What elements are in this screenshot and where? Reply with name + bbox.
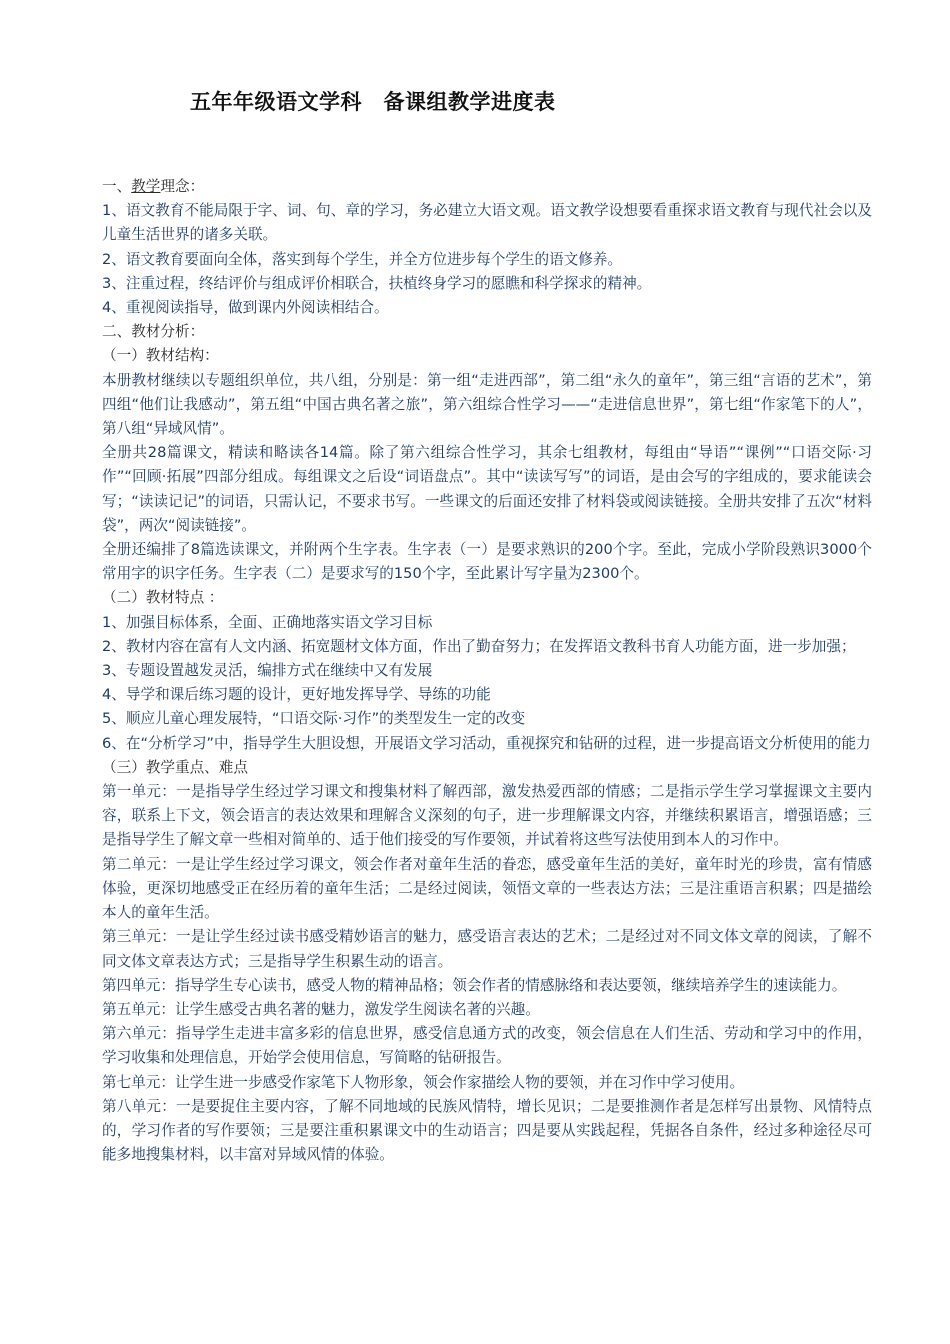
- structure-paragraph: 全册共28篇课文，精读和略读各14篇。除了第六组综合性学习，其余七组教材，每组由“导语”“课例”“口语交际·习作”“回顾·拓展”四部分组成。每组课文之后设“词语盘点”。其中“读读写写”的词语，是由会写的字组成的，要求能读会写；“读读记记”的词语，只需认记，不要求书写。一些课文的后面还安排了材料袋或阅读链接。全册共安排了五次“材料袋”，两次“阅读链接”。: [102, 444, 872, 534]
- page-title: 五年年级语文学科 备课组教学进度表: [190, 90, 556, 114]
- unit-paragraph: 第八单元：一是要捉住主要内容，了解不同地域的民族风情特，增长见识；二是要推测作者是怎样写出景物、风情特点的，学习作者的写作要领；三是要注重积累课文中的生动语言；四是要从实践起程，凭据各自条件，经过多种途径尽可能多地搜集材料，以丰富对异域风情的体验。: [102, 1097, 872, 1164]
- feature-item: 6、在“分析学习”中，指导学生大胆设想，开展语文学习活动，重视探究和钻研的过程，进一步提高语文分析使用的能力: [102, 734, 871, 752]
- structure-paragraph: 本册教材继续以专题组织单位，共八组，分别是：第一组“走进西部”，第二组“永久的童年”，第三组“言语的艺术”，第四组“他们让我感动”，第五组“中国古典名著之旅”，第六组综合性学习——“走进信息世界”，第七组“作家笔下的人”，第八组“异域风情”。: [102, 371, 872, 438]
- feature-item: 5、顺应儿童心理发展特，“口语交际·习作”的类型发生一定的改变: [102, 710, 526, 728]
- unit-paragraph: 第一单元：一是指导学生经过学习课文和搜集材料了解西部，激发热爱西部的情感；二是指示学生学习掌握课文主要内容，联系上下文，领会语言的表达效果和理解含义深刻的句子，进一步理解课文内容，并继续积累语言，增强语感；三是指导学生了解文章一些相对简单的、适于他们接受的写作要领，并试着将这些写法使用到本人的习作中。: [102, 783, 872, 849]
- feature-item: 4、导学和课后练习题的设计，更好地发挥导学、导练的功能: [102, 686, 491, 704]
- subheading-structure: （一）教材结构：: [102, 347, 219, 365]
- unit-paragraph: 第四单元：指导学生专心读书，感受人物的精神品格；领会作者的情感脉络和表达要领，继续培养学生的速读能力。: [102, 976, 847, 994]
- subheading-features: （二）教材特点 ：: [102, 589, 224, 607]
- philosophy-item: 4、重视阅读指导，做到课内外阅读相结合。: [102, 299, 389, 317]
- philosophy-item: 2、语文教育要面向全体，落实到每个学生，并全方位进步每个学生的语文修养。: [102, 250, 623, 268]
- heading-textbook-analysis: 二、教材分析：: [102, 323, 205, 341]
- philosophy-item: 1、语文教育不能局限于字、词、句、章的学习，务必建立大语文观。语文教学设想要看重探求语文教育与现代社会以及儿童生活世界的诸多关联。: [102, 202, 872, 244]
- document-body: [102, 175, 872, 1167]
- feature-item: 2、教材内容在富有人文内涵、拓宽题材文体方面，作出了勤奋努力；在发挥语文教科书育人功能方面，进一步加强；: [102, 637, 856, 655]
- philosophy-item: 3、注重过程，终结评价与组成评价相联合，扶植终身学习的愿瞧和科学探求的精神。: [102, 274, 652, 292]
- feature-item: 1、加强目标体系，全面、正确地落实语文学习目标: [102, 613, 433, 631]
- unit-paragraph: 第二单元：一是让学生经过学习课文，领会作者对童年生活的眷恋，感受童年生活的美好，童年时光的珍贵，富有情感体验，更深切地感受正在经历着的童年生活；二是经过阅读，领悟文章的一些表达方法；三是注重语言积累；四是描绘本人的童年生活。: [102, 855, 872, 922]
- heading-teaching-philosophy: 一、教学理念：: [102, 178, 205, 195]
- feature-item: 3、专题设置越发灵活，编排方式在继续中又有发展: [102, 662, 433, 680]
- unit-paragraph: 第六单元：指导学生走进丰富多彩的信息世界，感受信息通方式的改变，领会信息在人们生活、劳动和学习中的作用，学习收集和处理信息，开始学会使用信息，写简略的钻研报告。: [102, 1025, 872, 1067]
- subheading-key-points: （三）教学重点、难点: [102, 758, 248, 776]
- unit-paragraph: 第七单元：让学生进一步感受作家笔下人物形象，领会作家描绘人物的要领，并在习作中学习使用。: [102, 1073, 745, 1091]
- structure-paragraph: 全册还编排了8篇选读课文，并附两个生字表。生字表（一）是要求熟识的200个字。至此，完成小学阶段熟识3000个常用字的识字任务。生字表（二）是要求写的150个字，至此累计写字量为2300个。: [102, 541, 872, 583]
- unit-paragraph: 第三单元：一是让学生经过读书感受精妙语言的魅力，感受语言表达的艺术；二是经过对不同文体文章的阅读，了解不同文体文章表达方式；三是指导学生积累生动的语言。: [102, 928, 872, 970]
- unit-paragraph: 第五单元：让学生感受古典名著的魅力，激发学生阅读名著的兴趣。: [102, 1000, 540, 1018]
